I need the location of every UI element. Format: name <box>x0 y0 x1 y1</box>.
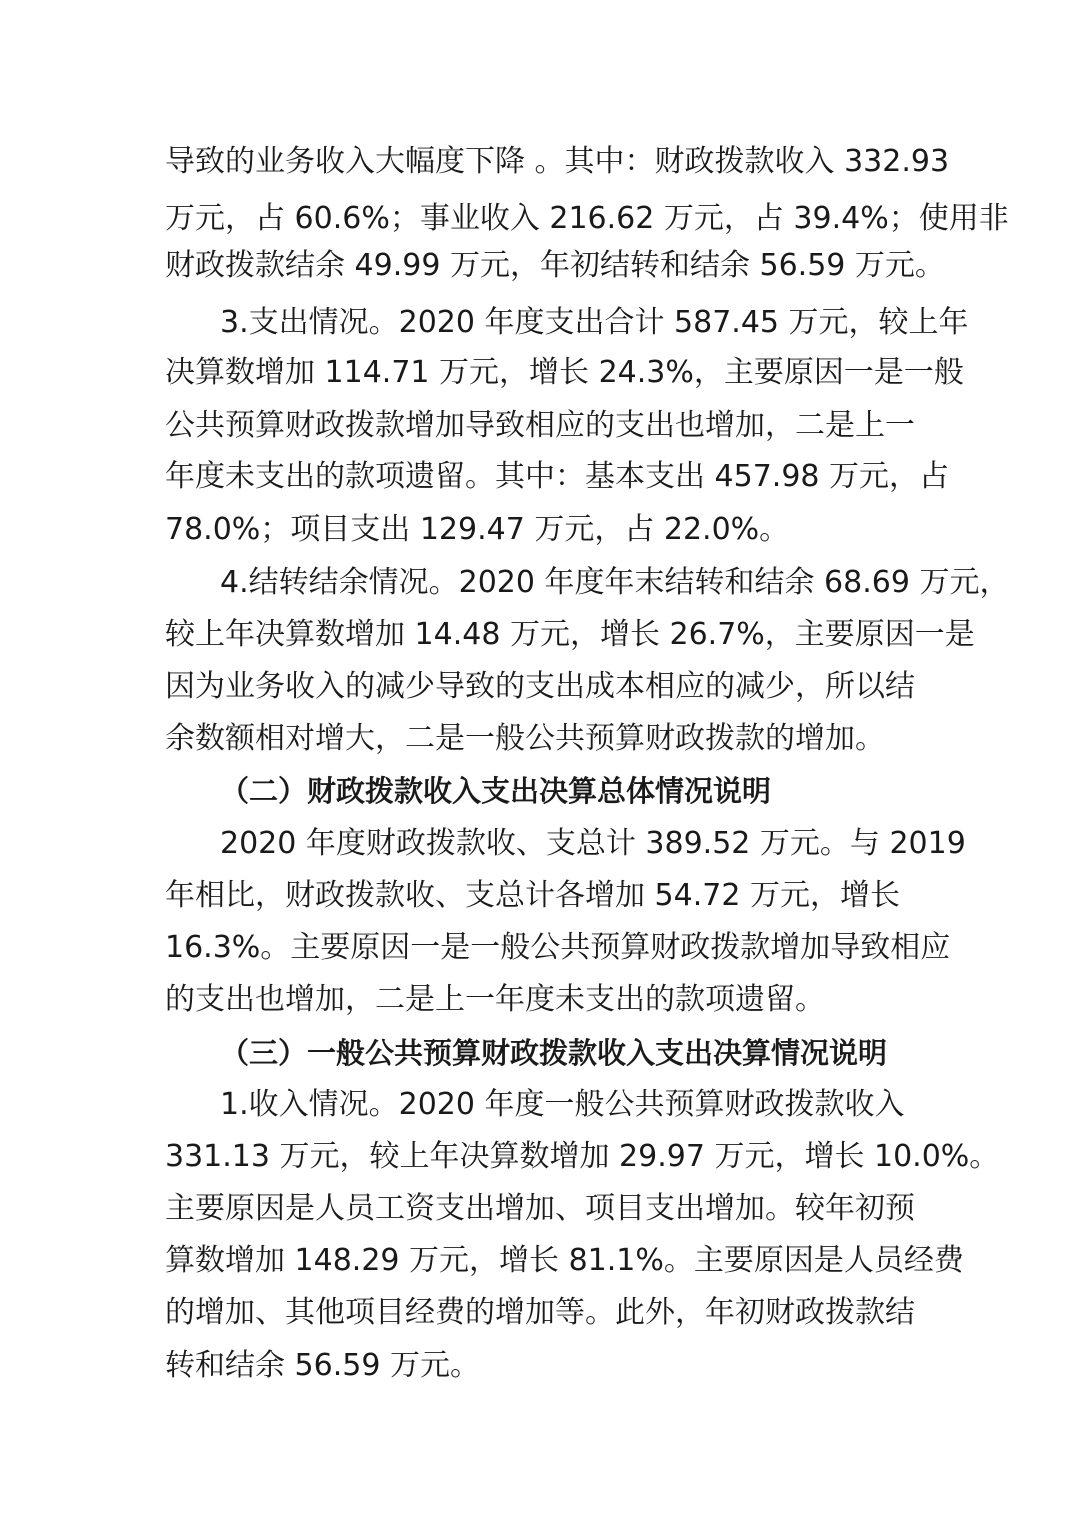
text-line: 较上年决算数增加 14.48 万元，增长 26.7%，主要原因一是 <box>165 617 975 652</box>
text-line: 决算数增加 114.71 万元，增长 24.3%，主要原因一是一般 <box>165 355 964 390</box>
text-line: 公共预算财政拨款增加导致相应的支出也增加，二是上一 <box>165 408 915 443</box>
text-line: 算数增加 148.29 万元，增长 81.1%。主要原因是人员经费 <box>165 1243 964 1278</box>
text-line: 3.支出情况。2020 年度支出合计 587.45 万元，较上年 <box>220 305 969 340</box>
text-line: 的增加、其他项目经费的增加等。此外，年初财政拨款结 <box>165 1295 915 1330</box>
text-line: 万元，占 60.6%；事业收入 216.62 万元，占 39.4%；使用非 <box>165 201 1009 236</box>
text-line: 导致的业务收入大幅度下降 。其中：财政拨款收入 332.93 <box>165 144 950 179</box>
text-line: 主要原因是人员工资支出增加、项目支出增加。较年初预 <box>165 1191 915 1226</box>
text-line: 余数额相对增大，二是一般公共预算财政拨款的增加。 <box>165 721 885 756</box>
text-line: 转和结余 56.59 万元。 <box>165 1348 480 1383</box>
text-line: 1.收入情况。2020 年度一般公共预算财政拨款收入 <box>220 1087 905 1122</box>
text-line: 2020 年度财政拨款收、支总计 389.52 万元。与 2019 <box>220 826 966 861</box>
text-line: 因为业务收入的减少导致的支出成本相应的减少，所以结 <box>165 669 915 704</box>
text-line: 331.13 万元，较上年决算数增加 29.97 万元，增长 10.0%。 <box>165 1139 1000 1174</box>
section-heading: （三）一般公共预算财政拨款收入支出决算情况说明 <box>220 1036 888 1070</box>
text-line: 的支出也增加，二是上一年度未支出的款项遗留。 <box>165 982 825 1017</box>
text-line: 4.结转结余情况。2020 年度年末结转和结余 68.69 万元， <box>220 565 1010 600</box>
text-line: 年度未支出的款项遗留。其中：基本支出 457.98 万元，占 <box>165 459 950 494</box>
text-line: 16.3%。主要原因一是一般公共预算财政拨款增加导致相应 <box>165 930 951 965</box>
section-heading: （二）财政拨款收入支出决算总体情况说明 <box>220 774 772 808</box>
text-line: 财政拨款结余 49.99 万元，年初结转和结余 56.59 万元。 <box>165 248 945 283</box>
text-line: 年相比，财政拨款收、支总计各增加 54.72 万元，增长 <box>165 878 900 913</box>
text-line: 78.0%；项目支出 129.47 万元，占 22.0%。 <box>165 512 790 547</box>
